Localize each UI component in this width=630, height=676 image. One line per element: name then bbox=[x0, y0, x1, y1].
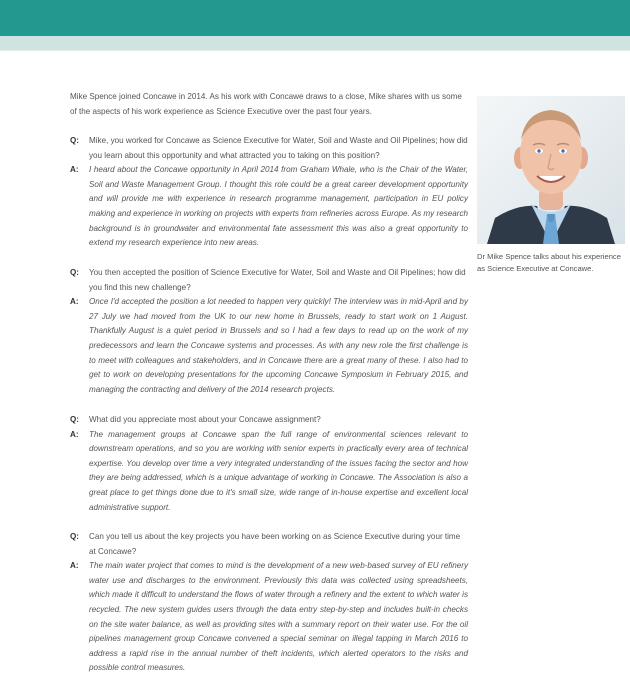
question-4 bbox=[70, 530, 468, 559]
answer-text: Once I'd accepted the position a lot needed to happen very quickly! The interview was in mid-April and by 27 July we had moved from the UK to our new home in Brussels, ready to start work on 1 August. Thankfully August is a quiet period in Brussels and so I had a few days to read up on the work of my predecessors and learn the Concawe systems and processes. As with any new role the first challenge is to meet with colleagues and stakeholders, and in Concawe there are a great many of these. I also had to get to work on developing presentations for the upcoming Concawe Symposium in February 2015, and managing the contracting and delivery of the 2014 research projects. bbox=[89, 297, 468, 394]
question-text: What did you appreciate most about your Concawe assignment? bbox=[89, 415, 321, 424]
portrait-illustration bbox=[477, 96, 625, 244]
answer-text: The main water project that comes to mind is the development of a new web-based survey of EU refinery water use and discharges to the environment. Previously this data was collected using spreadsheets, which made it difficult to understand the flows of water through a refinery and the extent to which water is recycled. The new system guides users through the data entry step-by-step and includes built-in checks on the site water balance, as well as providing sites with a summary report on their water use. For the oil pipelines management group Concawe convened a special seminar on illegal tapping in March 2016 to address a rapid rise in the annual number of theft incidents, which alerted operators to the risks and possible control measures. bbox=[89, 561, 468, 673]
answer-label: A: bbox=[70, 297, 79, 307]
question-3 bbox=[70, 413, 468, 428]
question-text: Mike, you worked for Concawe as Science Executive for Water, Soil and Waste and Oil Pipelines; how did you learn about this opportunity and what attracted you to taking on this position? bbox=[89, 136, 468, 160]
question-label: Q: bbox=[70, 136, 79, 145]
answer-1 bbox=[70, 163, 468, 251]
header-band bbox=[0, 0, 630, 36]
question-text: You then accepted the position of Science Executive for Water, Soil and Waste and Oil Pipelines; how did you find this new challenge? bbox=[89, 268, 466, 292]
answer-label: A: bbox=[70, 561, 79, 571]
question-2 bbox=[70, 266, 468, 295]
answer-label: A: bbox=[70, 165, 79, 175]
question-label: Q: bbox=[70, 268, 79, 277]
answer-text: I heard about the Concawe opportunity in April 2014 from Graham Whale, who is the Chair of the Water, Soil and Waste Management Group. I thought this role could be a great career development opportunity and will provide me with experience in research programme management, participation in EU policy making and experience in working on projects with experts from refineries across Europe. As my research background is in groundwater and environmental fate assessment this was also a great opportunity to extend my research experience into new areas. bbox=[89, 165, 468, 248]
answer-2 bbox=[70, 295, 468, 397]
header-divider bbox=[0, 50, 630, 51]
portrait-photo bbox=[477, 96, 625, 244]
intro-paragraph: Mike Spence joined Concawe in 2014. As his work with Concawe draws to a close, Mike shares with us some of the aspects of his work experience as Science Executive over the past four years. bbox=[70, 92, 462, 116]
question-label: Q: bbox=[70, 415, 79, 424]
question-label: Q: bbox=[70, 532, 79, 541]
question-text: Can you tell us about the key projects you have been working on as Science Executive during your time at Concawe? bbox=[89, 532, 461, 556]
answer-text: The management groups at Concawe span the full range of environmental sciences relevant to downstream operations, and so you are working with senior experts in practically every area of technical expertise. You develop over time a very integrated understanding of the issues facing the sector and how they are being addressed, which is a unique advantage of working in Concawe. The Association is also a great place to get things done due to it's small size, wide range of in-house expertise and excellent local administrative support. bbox=[89, 429, 468, 512]
qa-block-4 bbox=[70, 530, 468, 676]
qa-block-3 bbox=[70, 413, 468, 515]
qa-block-1 bbox=[70, 134, 468, 251]
answer-label: A: bbox=[70, 429, 79, 439]
header-subband bbox=[0, 36, 630, 50]
qa-block-2 bbox=[70, 266, 468, 397]
answer-4 bbox=[70, 559, 468, 676]
photo-caption: Dr Mike Spence talks about his experience as Science Executive at Concawe. bbox=[477, 252, 621, 274]
answer-3 bbox=[70, 428, 468, 516]
question-1 bbox=[70, 134, 468, 163]
